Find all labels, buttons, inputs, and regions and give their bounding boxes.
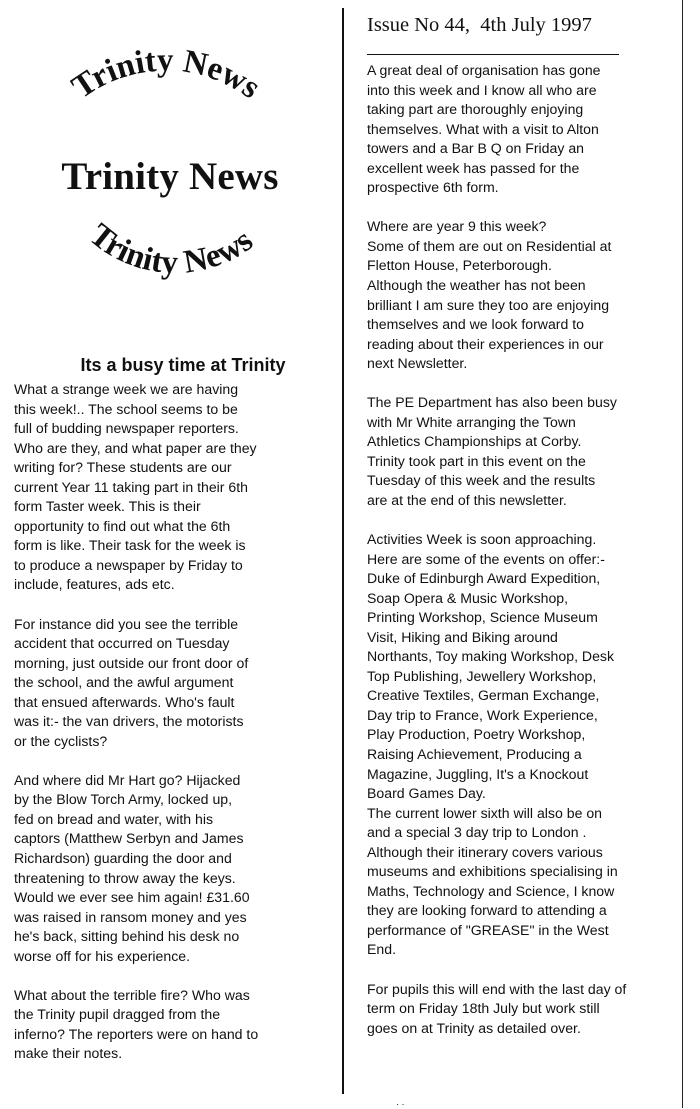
right-paragraph: Where are year 9 this week? Some of them are out on Residential at Fletton House, Peterborough. Although the weather has not been brilliant I am sure they too are enjoying themselves and we look forward to reading about their experiences in our next Newsletter. — [367, 218, 612, 372]
masthead-arc-bottom: Trinity News — [82, 216, 260, 282]
column-divider — [342, 8, 344, 1094]
issue-rule — [367, 54, 619, 55]
article-headline: Its a busy time at Trinity — [80, 355, 286, 375]
page-edge-line — [682, 0, 683, 1108]
left-paragraph: For instance did you see the terrible accident that occurred on Tuesday morning, just outside our front door of the school, and the awful argument that ensued afterwards. Who's fault was it:- the van drivers, the motorists or the cyclists? — [14, 615, 249, 749]
left-paragraph: And where did Mr Hart go? Hijacked by the Blow Torch Army, locked up, fed on bread and water, with his captors (Matthew Serbyn and James Richardson) guarding the door and threatening to throw away the keys. Would we ever see him again! £31.60 was raised in ransom money and yes he's back, sitting behind his desk no worse off for his experience. — [14, 771, 250, 964]
right-paragraph: For pupils this will end with the last day of term on Friday 18th July but work still goes on at Trinity as detailed over. — [367, 980, 627, 1036]
masthead-title: Trinity News — [61, 155, 279, 198]
masthead — [20, 20, 320, 320]
right-paragraph: The PE Department has also been busy with Mr White arranging the Town Athletics Championships at Corby. Trinity took part in this event on the Tuesday of this week and the results are at the end of this newsletter. — [367, 394, 617, 508]
left-paragraph: What a strange week we are having this week!.. The school seems to be full of budding newspaper reporters. Who are they, and what paper are they writing for? These students are our current Year 11 taking part in their 6th form Taster week. This is their opportunity to find out what the 6th form is like. Their task for the week is to produce a newspaper by Friday to include, features, ads etc. — [14, 381, 257, 593]
right-paragraph: Activities Week is soon approaching. Here are some of the events on offer:- Duke of Edinburgh Award Expedition, Soap Opera & Music Workshop, Printing Workshop, Science Museum Visit, Hiking and Biking around Northants, Toy making Workshop, Desk Top Publishing, Jewellery Workshop, Creative Textiles, German Exchange, Day trip to France, Work Experience, Play Production, Poetry Workshop, Raising Achievement, Producing a Magazine, Juggling, It's a Knockout Board Games Day. The current lower sixth will also be on and a special 3 day trip to London . Although their itinerary covers various museums and exhibitions specialising in Maths, Technology and Science, I know they are looking forward to attending a performance of "GREASE" in the West End. — [367, 530, 618, 958]
masthead-arc-top: Trinity News — [65, 42, 267, 106]
scan-specks: · · — [396, 1099, 405, 1109]
left-paragraph: What about the terrible fire? Who was the Trinity pupil dragged from the inferno? The reporters were on hand to make their notes. — [14, 986, 259, 1062]
right-column — [367, 12, 679, 1038]
left-column — [14, 354, 336, 1064]
right-paragraph: A great deal of organisation has gone into this week and I know all who are taking part are thoroughly enjoying themselves. What with a visit to Alton towers and a Bar B Q on Friday an excellent week has passed for the prospective 6th form. — [367, 62, 601, 196]
issue-line: Issue No 44, 4th July 1997 — [367, 14, 592, 36]
